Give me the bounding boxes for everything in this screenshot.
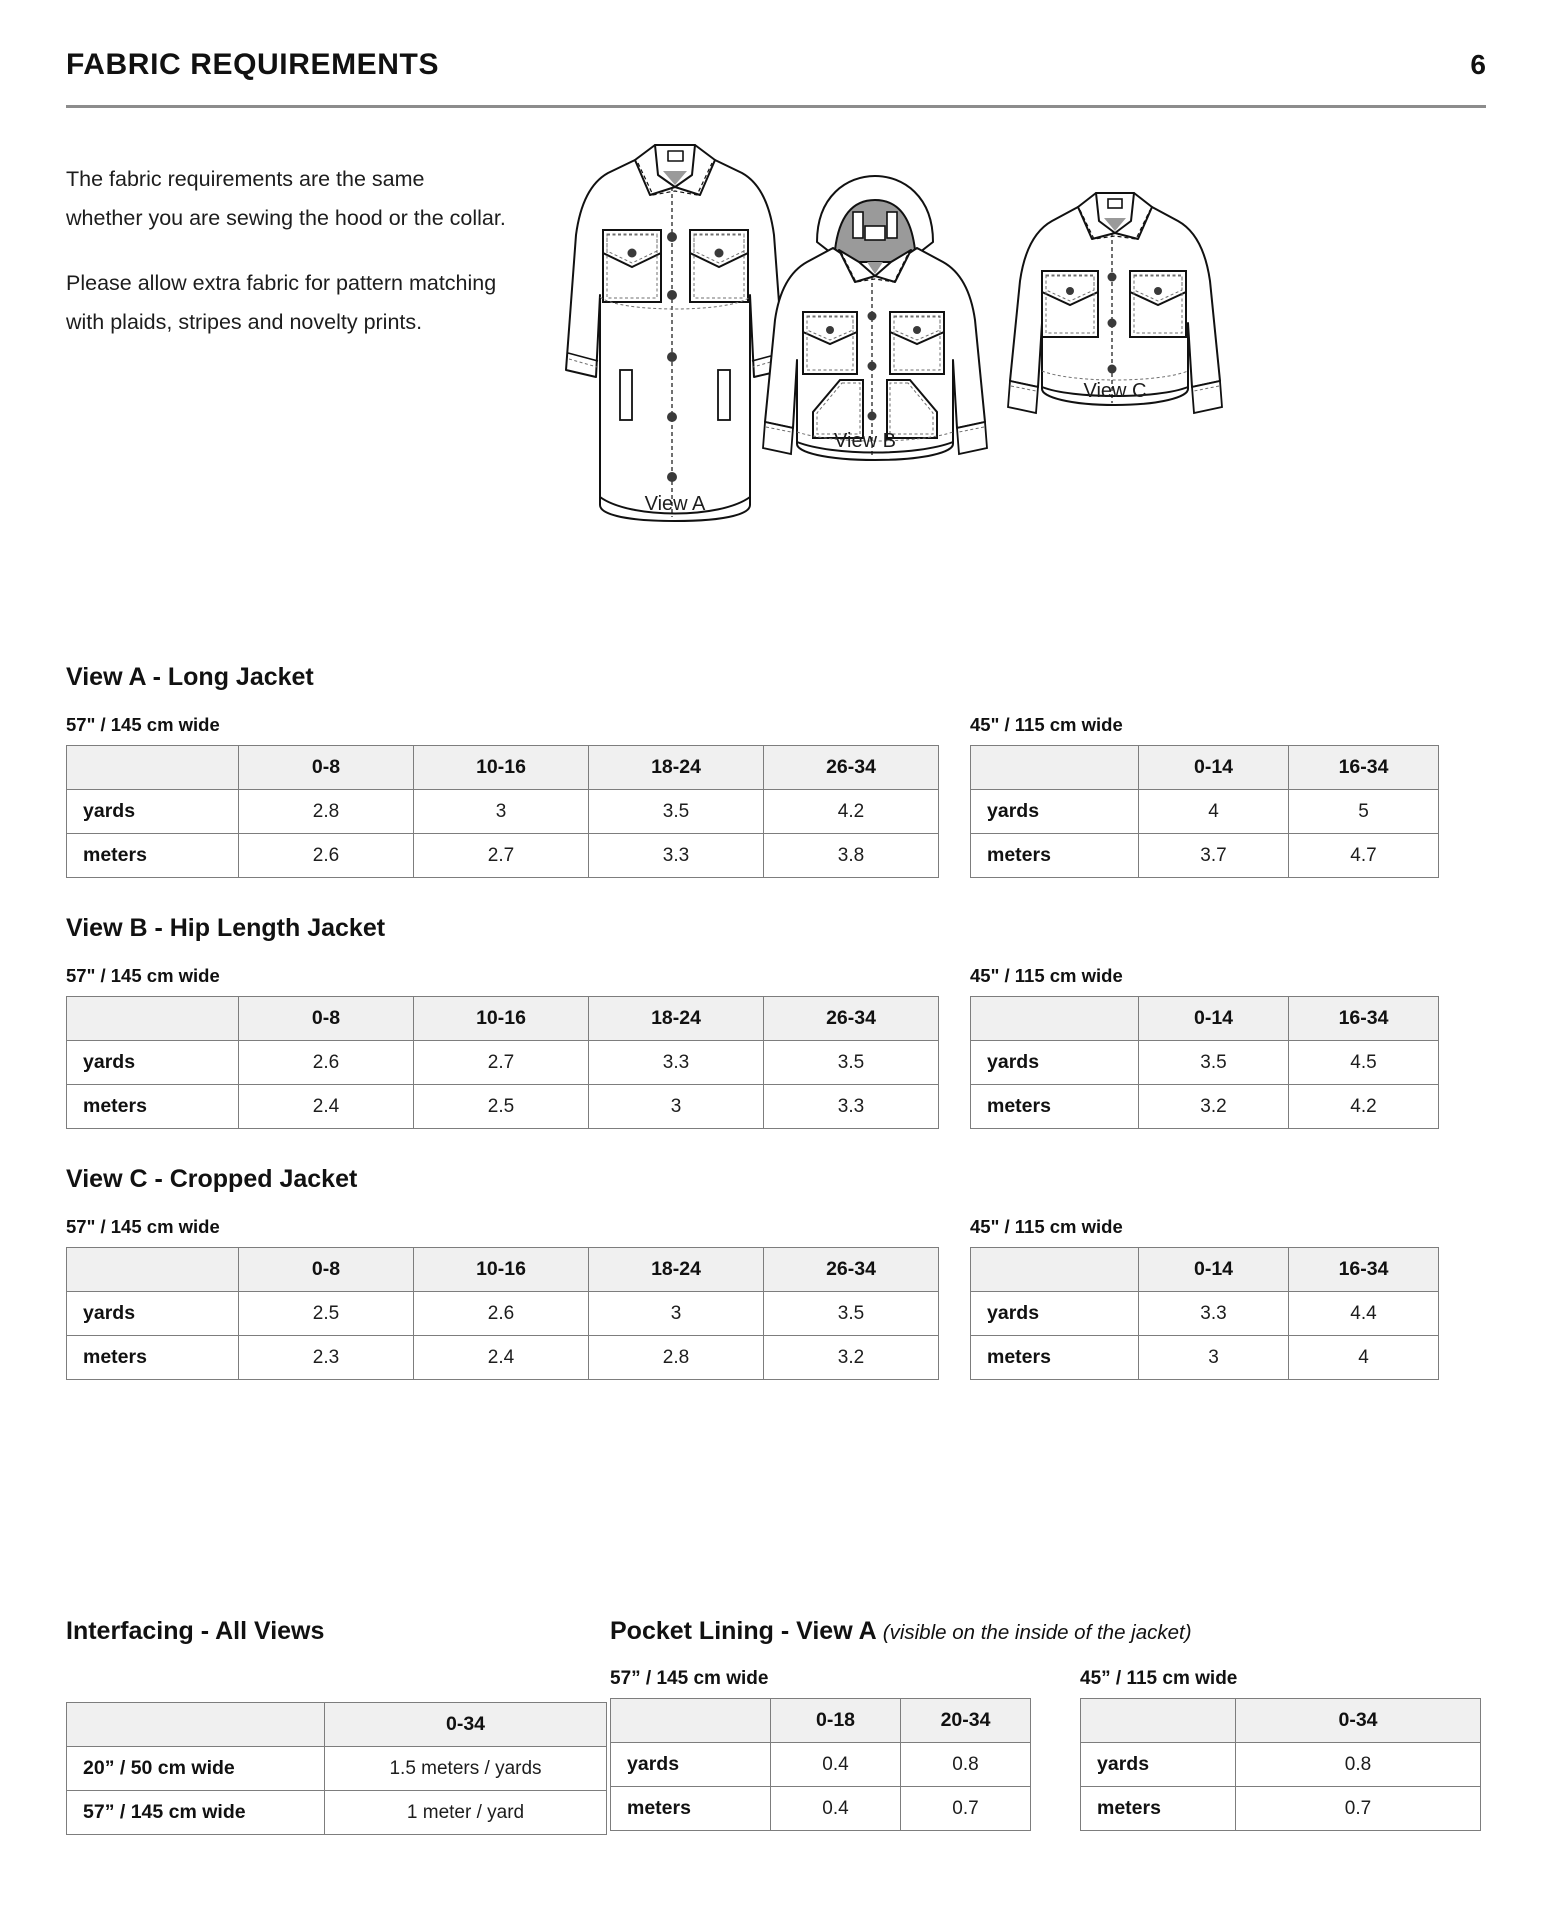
column-header: 0-14	[1139, 746, 1289, 790]
column-header: 26-34	[764, 997, 939, 1041]
table-cell: 2.8	[239, 790, 414, 834]
section-view-a	[66, 663, 1486, 878]
page-header	[66, 48, 1486, 82]
column-header: 0-8	[239, 1248, 414, 1292]
table-header-row	[611, 1699, 1031, 1743]
table-cell: 4.2	[764, 790, 939, 834]
table-cell: 2.8	[589, 1336, 764, 1380]
width-label: 45" / 115 cm wide	[970, 714, 1123, 735]
column-header: 18-24	[589, 746, 764, 790]
row-label: 57” / 145 cm wide	[67, 1791, 325, 1835]
view-a-table-57	[66, 714, 946, 878]
page-number: 6	[1470, 49, 1486, 80]
table-row	[67, 1747, 607, 1791]
pocket-lining-note: (visible on the inside of the jacket)	[882, 1621, 1192, 1644]
width-label: 57" / 145 cm wide	[66, 714, 220, 735]
section-title-view-c: View C - Cropped Jacket	[66, 1165, 358, 1193]
column-header: 10-16	[414, 1248, 589, 1292]
table-row	[67, 1041, 939, 1085]
table-row	[611, 1743, 1031, 1787]
section-pocket-lining	[610, 1617, 1490, 1831]
table-corner-cell	[971, 997, 1139, 1041]
column-header: 0-8	[239, 997, 414, 1041]
table-cell: 3.5	[764, 1041, 939, 1085]
table-corner-cell	[971, 1248, 1139, 1292]
table-corner-cell	[1081, 1699, 1236, 1743]
intro-paragraph-1: The fabric requirements are the same whether you are sewing the hood or the collar.	[66, 167, 506, 231]
table-row	[971, 1336, 1439, 1380]
table-cell: 3.3	[589, 1041, 764, 1085]
section-title-pocket-lining	[610, 1617, 1490, 1646]
view-b-hip-length-jacket-illustration	[755, 170, 995, 470]
table-header-row	[971, 1248, 1439, 1292]
table-corner-cell	[611, 1699, 771, 1743]
column-header: 16-34	[1289, 1248, 1439, 1292]
row-label: yards	[611, 1743, 771, 1787]
table-header-row	[971, 997, 1439, 1041]
table-cell: 3	[414, 790, 589, 834]
table-row	[67, 790, 939, 834]
table-cell: 0.8	[1236, 1743, 1481, 1787]
table-cell: 3.2	[764, 1336, 939, 1380]
column-header: 0-8	[239, 746, 414, 790]
table-cell: 3.8	[764, 834, 939, 878]
table-cell: 0.8	[901, 1743, 1031, 1787]
table-cell: 2.4	[414, 1336, 589, 1380]
table-cell: 0.7	[901, 1787, 1031, 1831]
table-row	[1081, 1787, 1481, 1831]
table-header-row	[1081, 1699, 1481, 1743]
row-label: meters	[971, 1336, 1139, 1380]
table-cell: 4.5	[1289, 1041, 1439, 1085]
view-c-table-45	[970, 1216, 1470, 1380]
table-cell: 4	[1289, 1336, 1439, 1380]
table-row	[611, 1787, 1031, 1831]
table-header-row	[67, 1703, 607, 1747]
garment-illustrations	[560, 125, 1260, 545]
table-cell: 2.5	[414, 1085, 589, 1129]
row-label: yards	[971, 790, 1139, 834]
section-title-interfacing: Interfacing - All Views	[66, 1617, 325, 1645]
table-row	[67, 1336, 939, 1380]
width-label: 57" / 145 cm wide	[66, 1216, 220, 1237]
column-header: 26-34	[764, 1248, 939, 1292]
table-cell: 4.2	[1289, 1085, 1439, 1129]
header-divider	[66, 105, 1486, 108]
view-c-label: View C	[1083, 380, 1147, 402]
pocket-lining-table-45	[1080, 1668, 1490, 1831]
table-cell: 2.6	[414, 1292, 589, 1336]
table-cell: 3.3	[1139, 1292, 1289, 1336]
table-row	[971, 834, 1439, 878]
table-corner-cell	[67, 997, 239, 1041]
row-label: meters	[971, 1085, 1139, 1129]
table-header-row	[67, 1248, 939, 1292]
table-cell: 2.7	[414, 834, 589, 878]
pocket-lining-title-text: Pocket Lining - View A	[610, 1617, 876, 1645]
table-row	[67, 1292, 939, 1336]
column-header: 0-34	[1236, 1699, 1481, 1743]
row-label: yards	[67, 790, 239, 834]
table-cell: 2.6	[239, 834, 414, 878]
column-header: 0-14	[1139, 997, 1289, 1041]
table-cell: 0.4	[771, 1787, 901, 1831]
width-label: 45" / 115 cm wide	[970, 1216, 1123, 1237]
table-header-row	[67, 746, 939, 790]
table-row	[971, 1041, 1439, 1085]
column-header: 10-16	[414, 997, 589, 1041]
table-corner-cell	[971, 746, 1139, 790]
table-cell: 4.4	[1289, 1292, 1439, 1336]
section-interfacing	[66, 1617, 606, 1835]
view-b-label: View B	[834, 430, 896, 452]
view-c-table-57	[66, 1216, 946, 1380]
table-row	[971, 790, 1439, 834]
table-corner-cell	[67, 1703, 325, 1747]
table-cell: 2.3	[239, 1336, 414, 1380]
page-title: FABRIC REQUIREMENTS	[66, 48, 440, 81]
table-cell: 3.2	[1139, 1085, 1289, 1129]
row-label: meters	[67, 1085, 239, 1129]
view-b-table-45	[970, 965, 1470, 1129]
row-label: meters	[971, 834, 1139, 878]
row-label: yards	[67, 1041, 239, 1085]
table-cell: 1.5 meters / yards	[325, 1747, 607, 1791]
table-cell: 4.7	[1289, 834, 1439, 878]
table-cell: 2.7	[414, 1041, 589, 1085]
table-row	[67, 1085, 939, 1129]
table-cell: 2.4	[239, 1085, 414, 1129]
table-row	[971, 1085, 1439, 1129]
table-cell: 3.7	[1139, 834, 1289, 878]
table-cell: 3.3	[764, 1085, 939, 1129]
column-header: 20-34	[901, 1699, 1031, 1743]
table-header-row	[67, 997, 939, 1041]
row-label: yards	[67, 1292, 239, 1336]
row-label: yards	[971, 1292, 1139, 1336]
table-row	[971, 1292, 1439, 1336]
column-header: 0-18	[771, 1699, 901, 1743]
table-cell: 3	[589, 1085, 764, 1129]
row-label: meters	[67, 834, 239, 878]
table-row	[67, 834, 939, 878]
section-view-b	[66, 914, 1486, 1129]
column-header: 18-24	[589, 1248, 764, 1292]
table-cell: 3.5	[589, 790, 764, 834]
table-cell: 3	[1139, 1336, 1289, 1380]
table-cell: 2.6	[239, 1041, 414, 1085]
column-header: 16-34	[1289, 997, 1439, 1041]
width-label: 45” / 115 cm wide	[1080, 1668, 1238, 1689]
table-row	[67, 1791, 607, 1835]
table-cell: 3.5	[764, 1292, 939, 1336]
row-label: yards	[971, 1041, 1139, 1085]
column-header: 0-34	[325, 1703, 607, 1747]
table-cell: 3	[589, 1292, 764, 1336]
table-cell: 4	[1139, 790, 1289, 834]
section-title-view-a: View A - Long Jacket	[66, 663, 314, 691]
view-b-table-57	[66, 965, 946, 1129]
row-label: meters	[1081, 1787, 1236, 1831]
row-label: yards	[1081, 1743, 1236, 1787]
width-label: 45" / 115 cm wide	[970, 965, 1123, 986]
intro-text	[66, 160, 506, 369]
table-header-row	[971, 746, 1439, 790]
section-title-view-b: View B - Hip Length Jacket	[66, 914, 386, 942]
column-header: 18-24	[589, 997, 764, 1041]
table-row	[1081, 1743, 1481, 1787]
table-corner-cell	[67, 746, 239, 790]
table-cell: 5	[1289, 790, 1439, 834]
view-a-table-45	[970, 714, 1470, 878]
table-cell: 3.5	[1139, 1041, 1289, 1085]
table-cell: 0.4	[771, 1743, 901, 1787]
table-cell: 2.5	[239, 1292, 414, 1336]
table-cell: 1 meter / yard	[325, 1791, 607, 1835]
row-label: meters	[67, 1336, 239, 1380]
column-header: 0-14	[1139, 1248, 1289, 1292]
intro-paragraph-2: Please allow extra fabric for pattern matching with plaids, stripes and novelty prints.	[66, 271, 497, 335]
table-cell: 0.7	[1236, 1787, 1481, 1831]
width-label: 57" / 145 cm wide	[66, 965, 220, 986]
column-header: 10-16	[414, 746, 589, 790]
pocket-lining-table-57	[610, 1668, 1040, 1831]
row-label: 20” / 50 cm wide	[67, 1747, 325, 1791]
view-a-label: View A	[644, 493, 706, 515]
table-corner-cell	[67, 1248, 239, 1292]
width-label: 57” / 145 cm wide	[610, 1668, 769, 1689]
table-cell: 3.3	[589, 834, 764, 878]
section-view-c	[66, 1165, 1486, 1380]
column-header: 26-34	[764, 746, 939, 790]
row-label: meters	[611, 1787, 771, 1831]
column-header: 16-34	[1289, 746, 1439, 790]
